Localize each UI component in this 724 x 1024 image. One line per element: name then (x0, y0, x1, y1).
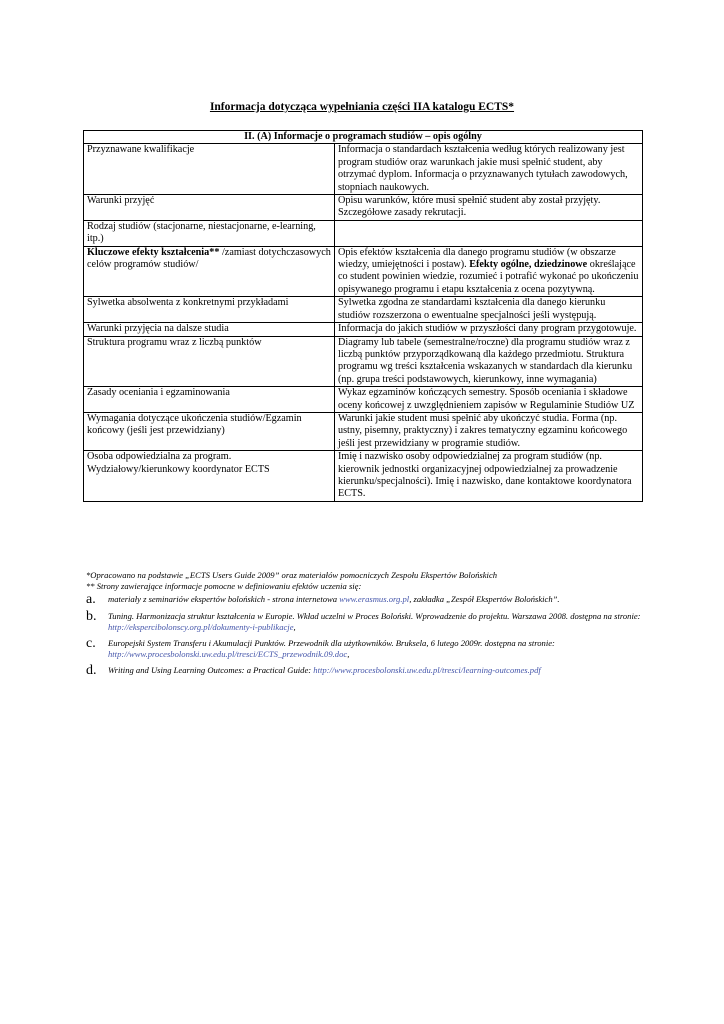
list-item-text (108, 611, 686, 633)
reference-link[interactable]: http://ekspercibolonscy.org.pl/dokumenty-i-publikacje (108, 622, 294, 632)
reference-text: Europejski System Transferu i Akumulacji Punktów (108, 638, 284, 648)
list-item-text (108, 665, 686, 676)
row-description: Diagramy lub tabele (semestralne/roczne) dla programu studiów wraz z liczbą punktów przyporządkowaną dla każdego przedmiotu. Struktura programu wg treści kształcenia wskazanych w standardach dla kierunku (np. grupa treści podstawowych, kierunkowy, inne wymagania) (335, 336, 643, 387)
table-row (84, 246, 643, 297)
row-label: Osoba odpowiedzialna za program. Wydziałowy/kierunkowy koordynator ECTS (84, 451, 335, 502)
table-row (84, 412, 643, 450)
footnote-source: *Opracowano na podstawie „ECTS Users Guide 2009” oraz materiałów pomocniczych Zespołu Ekspertów Bolońskich (86, 570, 498, 580)
row-label: Rodzaj studiów (stacjonarne, niestacjonarne, e-learning, itp.) (84, 220, 335, 246)
row-label (84, 246, 335, 297)
row-label: Struktura programu wraz z liczbą punktów (84, 336, 335, 387)
ects-info-table (83, 130, 643, 502)
list-marker: d. (86, 663, 97, 678)
row-description-bold: Efekty ogólne, dziedzinowe (469, 259, 588, 271)
row-description: Informacja do jakich studiów w przyszłości dany program przygotowuje. (335, 323, 643, 336)
list-item-text (108, 594, 686, 605)
reference-text: Writing and Using Learning Outcomes: a Practical Guide: (108, 665, 314, 675)
page-title: Informacja dotycząca wypełniania części IIA katalogu ECTS* (209, 101, 515, 113)
reference-text: Tuning. Harmonizacja struktur kształcenia w Europie. Wkład uczelni w Proces Boloński. Wprowadzenie do projektu. Warszawa 2008. dostępna na stronie: (108, 611, 641, 621)
row-label: Zasady oceniania i egzaminowania (84, 387, 335, 413)
list-item (86, 611, 686, 633)
table-header-row (84, 131, 643, 144)
row-description: Sylwetka zgodna ze standardami kształcenia dla danego kierunku studiów rozszerzona o ewentualne specjalności jeśli występują. (335, 297, 643, 323)
reference-link[interactable]: http://www.procesbolonski.uw.edu.pl/tresci/ECTS_przewodnik.09.doc (108, 649, 348, 659)
reference-after: , (347, 649, 350, 659)
reference-after: , zakładka „Zespół Ekspertów Bolońskich”. (409, 594, 560, 604)
row-label-bold: Kluczowe efekty kształcenia** (87, 246, 220, 258)
row-description-part: Opis efektów kształcenia dla danego programu studiów (w obszarze wiedzy, umiejętności i postaw). (338, 246, 616, 271)
row-label: Przyznawane kwalifikacje (84, 144, 335, 195)
row-description: Wykaz egzaminów kończących semestry. Sposób oceniania i składowe oceny końcowej z uwzględnieniem zapisów w Regulaminie Studiów UZ (335, 387, 643, 413)
table-row (84, 195, 643, 221)
row-description: Imię i nazwisko osoby odpowiedzialnej za program studiów (np. kierownik jednostki organizacyjnej odpowiedzialnej za prowadzenie kierunku/specjalności). Imię i nazwisko, dane kontaktowe koordynatora ECTS. (335, 451, 643, 502)
row-description-part: określające co student powinien wiedzie, rozumieć i potrafić wykonać po ukończeniu opisywanego programu i etapu kształcenia z ocena pozytywną. (338, 259, 639, 295)
footnotes (86, 570, 686, 682)
row-description (335, 220, 643, 246)
row-label: Sylwetka absolwenta z konkretnymi przykładami (84, 297, 335, 323)
row-description: Warunki jakie student musi spełnić aby ukończyć studia. Forma (np. ustny, pisemny, praktyczny) i zakres tematyczny egzaminu końcowego jeśli jest przewidziany w programie studiów. (335, 412, 643, 450)
list-item (86, 665, 686, 677)
row-label: Wymagania dotyczące ukończenia studiów/Egzamin końcowy (jeśli jest przewidziany) (84, 412, 335, 450)
table-row (84, 336, 643, 387)
row-description (335, 246, 643, 297)
list-marker: b. (86, 609, 97, 624)
list-item (86, 638, 686, 660)
row-description: Informacja o standardach kształcenia według których realizowany jest program studiów oraz warunkach jakie musi spełnić student, aby otrzymać dyplom. Informacja o przyznawanych tytułach zawodowych, stopniach naukowych. (335, 144, 643, 195)
table-row (84, 297, 643, 323)
table-row (84, 387, 643, 413)
table-row (84, 451, 643, 502)
list-item-text (108, 638, 686, 660)
list-marker: c. (86, 636, 96, 651)
footnote-pages: ** Strony zawierające informacje pomocne w definiowaniu efektów uczenia się: (86, 581, 362, 591)
table-header: II. (A) Informacje o programach studiów – opis ogólny (84, 131, 643, 144)
reference-text: materiały z seminariów ekspertów bolońskich - strona internetowa (108, 594, 340, 604)
reference-after: , (293, 622, 296, 632)
table-row (84, 323, 643, 336)
row-label-rest: /zamiast dotychczasowych celów programów studiów/ (87, 246, 331, 271)
row-description: Opisu warunków, które musi spełnić student aby został przyjęty. Szczegółowe zasady rekrutacji. (335, 195, 643, 221)
reference-link[interactable]: www.erasmus.org.pl (339, 594, 410, 604)
reference-list (86, 594, 686, 677)
table-row (84, 144, 643, 195)
list-item (86, 594, 686, 606)
row-label: Warunki przyjęć (84, 195, 335, 221)
reference-text: . Przewodnik dla użytkowników. Bruksela, 6 lutego 2009r. dostępna na stronie: (283, 638, 555, 648)
row-label: Warunki przyjęcia na dalsze studia (84, 323, 335, 336)
reference-link[interactable]: http://www.procesbolonski.uw.edu.pl/tresci/learning-outcomes.pdf (313, 665, 541, 675)
table-row (84, 220, 643, 246)
list-marker: a. (86, 592, 96, 607)
